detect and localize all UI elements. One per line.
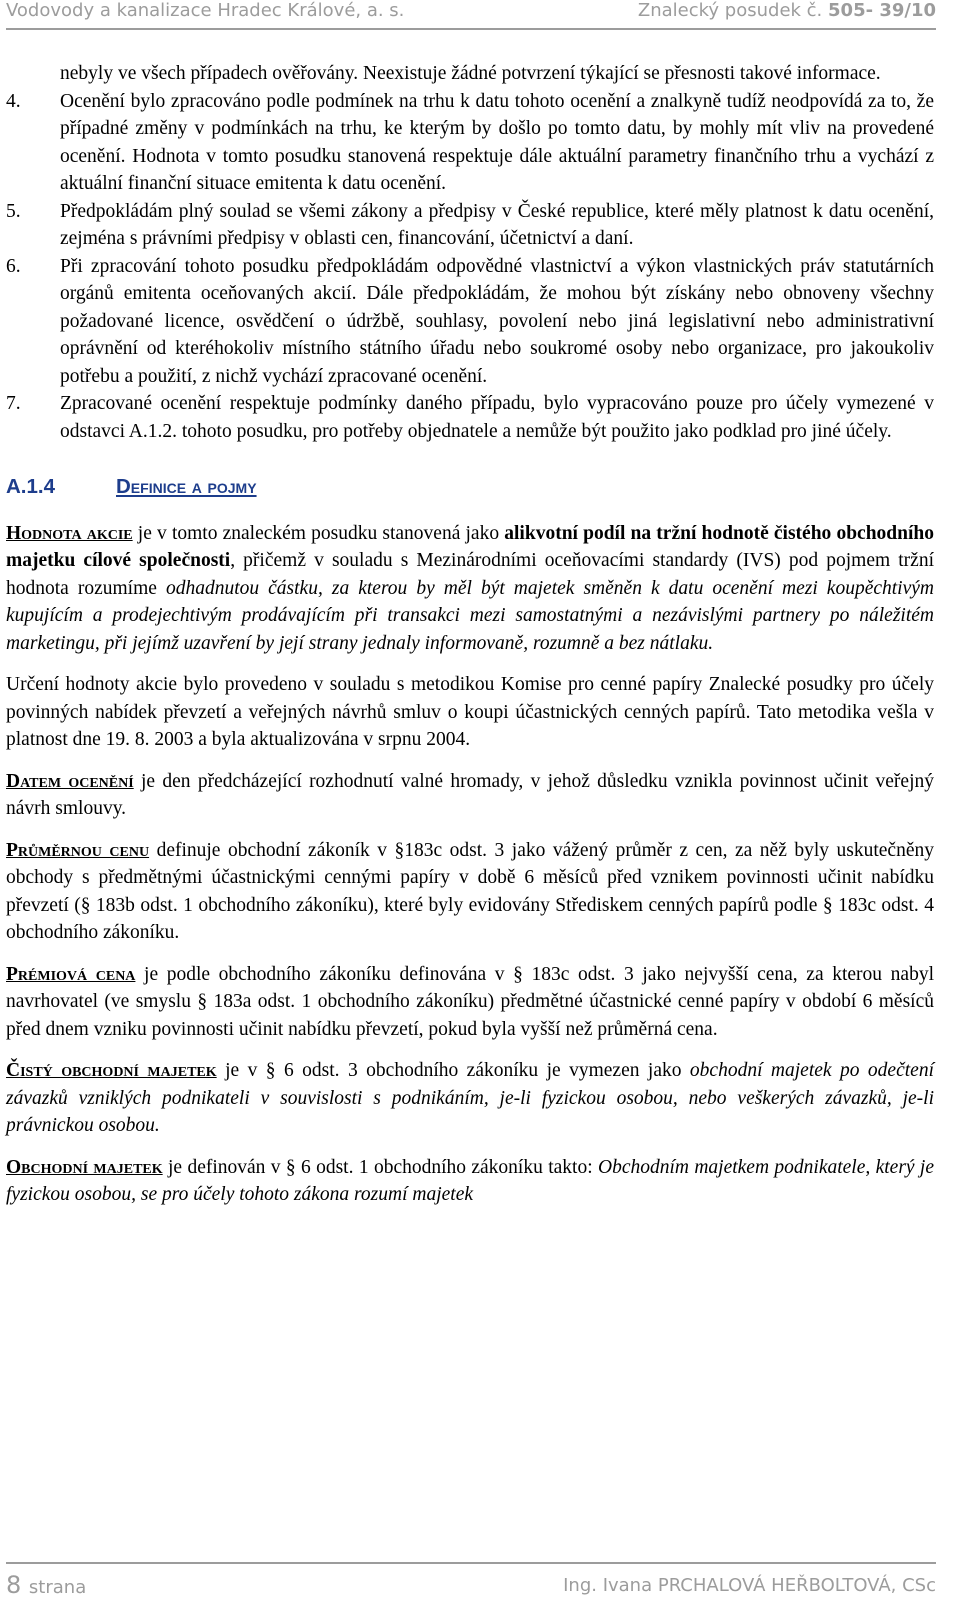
definition-prumerna-cena: Průměrnou cenu definuje obchodní zákoník v §183c odst. 3 jako vážený průměr z cen, za něž byly uskutečněny obchody s předmětnými účastnickými cennými papíry v době 6 měsíců před vznikem povinnosti učinit nabídku převzetí (§ 183b odst. 1 obchodního zákoníku), které byly evidovány Střediskem cenných papírů podle § 183c odst. 4 obchodního zákoníku. xyxy=(6,839,934,943)
continuation-paragraph: nebyly ve všech případech ověřovány. Neexistuje žádné potvrzení týkající se přesnosti takové informace. xyxy=(60,63,881,84)
page-header xyxy=(6,0,936,30)
term-cisty-obchodni-majetek: Čistý obchodní majetek xyxy=(6,1060,217,1081)
definition-premiova-cena: Prémiová cena je podle obchodního zákoníku definována v § 183c odst. 3 jako nejvyšší cena, za kterou nabyl navrhovatel (ve smyslu § 183a odst. 1 obchodního zákoníku) předmětné účastnické cenné papíry v období 6 měsíců před dnem vzniku povinnosti učinit nabídku převzetí, pokud byla vyšší než průměrná cena. xyxy=(6,963,934,1040)
header-report-prefix: Znalecký posudek č. xyxy=(637,0,823,21)
term-prumerna-cena: Průměrnou cenu xyxy=(6,839,150,861)
list-item: 7. Zpracované ocenění respektuje podmínky daného případu, bylo vypracováno pouze pro účely vymezené v odstavci A.1.2. tohoto posudku, pro potřeby objednatele a nemůže být použito jako podklad pro jiné účely. xyxy=(6,393,934,442)
document-body xyxy=(6,60,934,1223)
term-premiova-cena: Prémiová cena xyxy=(6,963,136,985)
paragraph-methodology: Určení hodnoty akcie bylo provedeno v souladu s metodikou Komise pro cenné papíry Znalecké posudky pro účely povinných nabídek převzetí a veřejných návrhů smluv o koupi účastnických cenných papírů. Tato metodika vešla v platnost dne 19. 8. 2003 a byla aktualizována v srpnu 2004. xyxy=(6,674,934,750)
section-number: A.1.4 xyxy=(6,475,55,498)
term-datum-oceneni: Datem ocenění xyxy=(6,770,134,792)
header-report-number: 505- 39/10 xyxy=(828,0,936,21)
header-report-id xyxy=(638,0,936,21)
header-company: Vodovody a kanalizace Hradec Králové, a. s. xyxy=(6,0,405,21)
page-number: 8 strana xyxy=(6,1571,87,1599)
section-title: Definice a pojmy xyxy=(116,475,257,498)
page-footer xyxy=(6,1570,936,1606)
list-item: 6. Při zpracování tohoto posudku předpokládám odpovědné vlastnictví a výkon vlastnických práv statutárních orgánů emitenta oceňovaných akcií. Dále předpokládám, že mohou být získány nebo obnoveny všechny požadované licence, osvědčení o údržbě, souhlasy, povolení nebo jiná legislativní nebo administrativní oprávnění od kteréhokoliv místního státního úřadu nebo soukromé osoby nebo organizace, pro jakoukoliv potřebu a použití, z nichž vychází zpracované ocenění. xyxy=(6,255,934,387)
list-item: 5. Předpokládám plný soulad se všemi zákony a předpisy v České republice, které měly platnost k datu ocenění, zejména s právními předpisy v oblasti cen, financování, účetnictví a daní. xyxy=(6,200,934,249)
header-divider xyxy=(6,28,936,30)
definition-obchodni-majetek: Obchodní majetek je definován v § 6 odst. 1 obchodního zákoníku takto: Obchodním majetkem podnikatele, který je fyzickou osobou, se pro účely tohoto zákona rozumí majetek xyxy=(6,1156,935,1205)
term-hodnota-akcie: Hodnota akcie xyxy=(6,522,133,544)
footer-author: Ing. Ivana PRCHALOVÁ HEŘBOLTOVÁ, CSc xyxy=(563,1575,936,1596)
definition-cisty-obchodni-majetek: Čistý obchodní majetek je v § 6 odst. 3 obchodního zákoníku je vymezen jako obchodní majetek po odečtení závazků vzniklých podnikateli v souvislosti s podnikáním, je-li fyzickou osobou, nebo veškerých závazků, je-li právnickou osobou. xyxy=(6,1060,934,1136)
definition-hodnota-akcie: Hodnota akcie je v tomto znaleckém posudku stanovená jako alikvotní podíl na tržní hodnotě čistého obchodního majetku cílové společnosti, přičemž v souladu s Mezinárodními oceňovacími standardy (IVS) pod pojmem tržní hodnota rozumíme odhadnutou částku, za kterou by měl být majetek směněn k datu ocenění mezi koupěchtivým kupujícím a prodejechtivým prodávajícím při transakci mezi samostatnými a nezávislými partnery po náležitém marketingu, při jejímž uzavření by její strany jednaly informovaně, rozumně a bez nátlaku. xyxy=(6,522,935,654)
definition-datum-oceneni: Datem ocenění je den předcházející rozhodnutí valné hromady, v jehož důsledku vznikla povinnost učinit veřejný návrh smlouvy. xyxy=(6,770,935,819)
term-obchodni-majetek: Obchodní majetek xyxy=(6,1156,163,1178)
section-heading xyxy=(6,473,934,501)
footer-divider xyxy=(6,1562,936,1564)
list-item: 4. Ocenění bylo zpracováno podle podmínek na trhu k datu tohoto ocenění a znalkyně tudíž neodpovídá za to, že případné změny v podmínkách na trhu, ke kterým by došlo po tomto datu, by mohly mít vliv na provedené ocenění. Hodnota v tomto posudku stanovená respektuje dále aktuální parametry finančního trhu a vychází z aktuální finanční situace emitenta k datu ocenění. xyxy=(6,90,934,194)
assumptions-list xyxy=(6,88,934,446)
